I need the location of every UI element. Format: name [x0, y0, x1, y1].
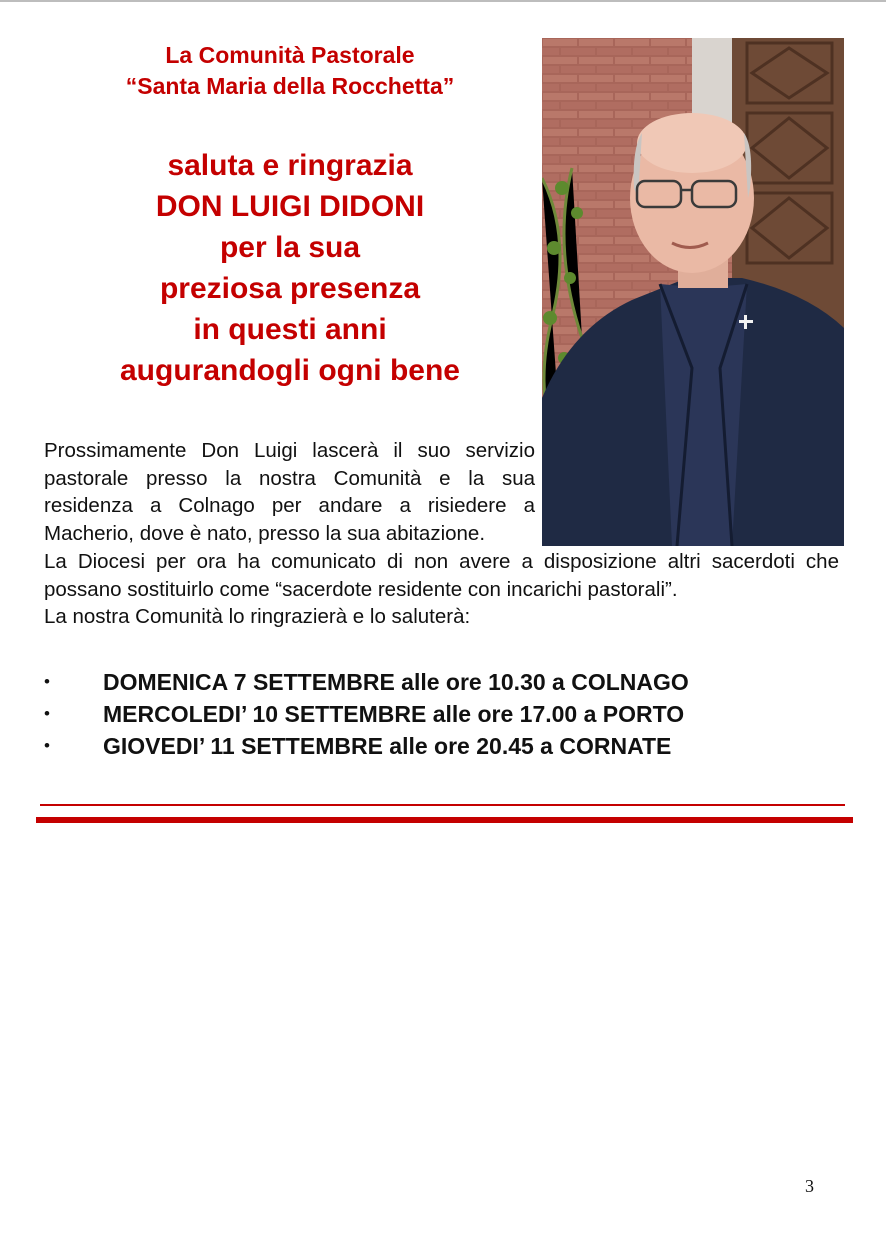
event-text: DOMENICA 7 SETTEMBRE alle ore 10.30 a COLNAGO	[103, 669, 689, 695]
bullet-icon: •	[44, 736, 50, 755]
community-title	[40, 40, 540, 102]
paragraph-diocese-text: La Diocesi per ora ha comunicato di non avere a disposizione altri sacerdoti che possano sostituirlo come “sacerdote residente con incarichi pastorali”.	[44, 550, 839, 601]
page-number: 3	[805, 1176, 814, 1196]
greeting-line: preziosa presenza	[159, 272, 421, 305]
event-item	[44, 730, 824, 762]
community-title-line2: “Santa Maria della Rocchetta”	[125, 73, 455, 99]
priest-photo	[542, 38, 844, 546]
events-list	[44, 666, 824, 762]
event-text: GIOVEDI’ 11 SETTEMBRE alle ore 20.45 a CORNATE	[103, 733, 672, 759]
greeting-block	[40, 145, 540, 391]
paragraph-departure-last-line: Macherio, dove è nato, presso la sua abitazione.	[44, 521, 486, 545]
divider-thick	[36, 817, 853, 823]
bullet-icon: •	[44, 704, 50, 723]
event-item	[44, 666, 824, 698]
bullet-icon: •	[44, 672, 50, 691]
paragraph-departure-text: Prossimamente Don Luigi lascerà il suo servizio pastorale presso la nostra Comunità e la sua residenza a Colnago per andare a risiedere a	[44, 439, 535, 517]
greeting-line: per la sua	[219, 231, 361, 264]
paragraph-diocese	[44, 548, 839, 631]
paragraph-thanks-intro: La nostra Comunità lo ringrazierà e lo saluterà:	[44, 605, 471, 628]
top-border	[0, 0, 886, 2]
event-text: MERCOLEDI’ 10 SETTEMBRE alle ore 17.00 a PORTO	[103, 701, 685, 727]
paragraph-departure	[44, 437, 535, 547]
greeting-line: in questi anni	[193, 313, 387, 346]
community-title-line1: La Comunità Pastorale	[165, 42, 415, 68]
divider-thin	[40, 804, 845, 806]
greeting-line: saluta e ringrazia	[167, 149, 413, 182]
event-item	[44, 698, 824, 730]
greeting-name: DON LUIGI DIDONI	[155, 190, 425, 223]
greeting-line: augurandogli ogni bene	[120, 354, 460, 387]
